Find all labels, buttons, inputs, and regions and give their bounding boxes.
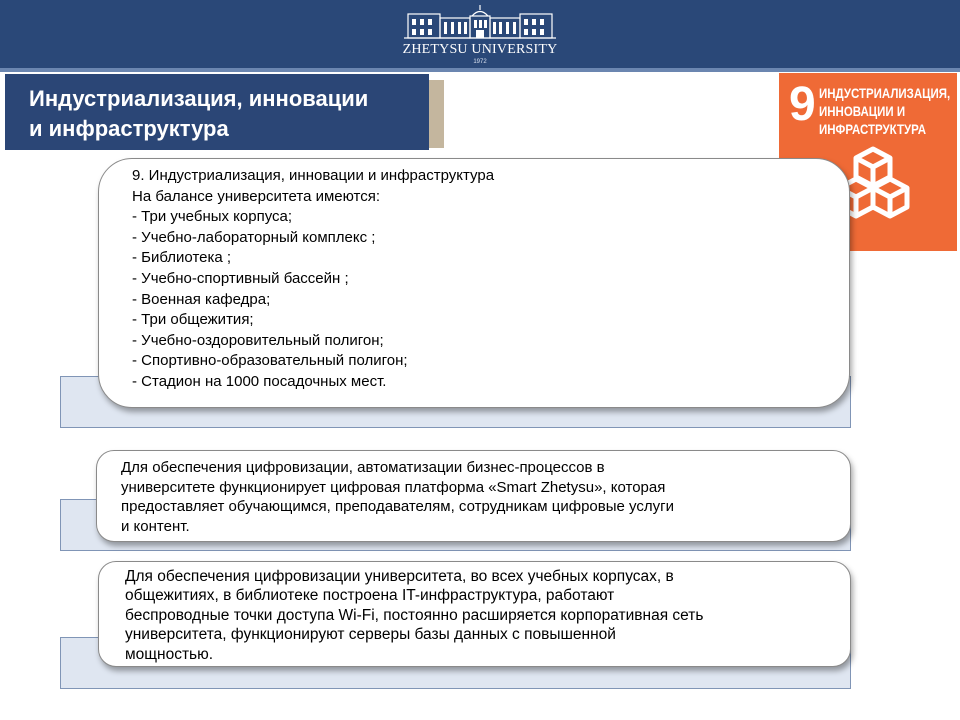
list-item: - Библиотека ;	[132, 249, 232, 267]
list-item: - Три учебных корпуса;	[132, 208, 293, 226]
slide-title-line-2: и инфраструктура	[29, 116, 229, 141]
paragraph-line: университете функционирует цифровая платформа «Smart Zhetysu», которая	[121, 478, 666, 496]
list-item: - Военная кафедра;	[132, 290, 271, 308]
paragraph-line: предоставляет обучающимся, преподавателям, сотрудникам цифровые услуги	[121, 498, 674, 515]
list-item: - Учебно-спортивный бассейн ;	[132, 269, 349, 287]
paragraph-line: Для обеспечения цифровизации университета, во всех учебных корпусах, в	[125, 568, 674, 585]
paragraph-line: мощностью.	[125, 645, 214, 663]
infrastructure-intro: На балансе университета имеются:	[132, 187, 381, 205]
header-bar	[0, 0, 960, 72]
list-item: - Учебно-оздоровительный полигон;	[132, 331, 384, 349]
paragraph-line: общежитиях, в библиотеке построена IT-инфраструктура, работают	[125, 587, 615, 605]
university-name: ZHETYSU UNIVERSITY	[402, 42, 558, 57]
slide-title-line-1: Индустриализация, инновации	[29, 86, 369, 111]
founded-year: 1972	[473, 59, 487, 65]
list-item: - Стадион на 1000 посадочных мест.	[132, 372, 387, 390]
paragraph-line: и контент.	[121, 517, 190, 535]
infrastructure-card	[98, 158, 850, 408]
digital-platform-card	[96, 450, 851, 542]
sdg-label-line-2: ИННОВАЦИИ И	[819, 103, 906, 119]
sdg-label	[819, 84, 951, 138]
sdg-label-line-3: ИНФРАСТРУКТУРА	[819, 121, 927, 137]
list-item: - Спортивно-образовательный полигон;	[132, 352, 408, 370]
infrastructure-heading: 9. Индустриализация, инновации и инфраструктура	[132, 167, 495, 184]
slide-title	[5, 74, 429, 150]
sdg-number: 9	[789, 78, 816, 131]
paragraph-line: беспроводные точки доступа Wi-Fi, постоянно расширяется корпоративная сеть	[125, 606, 704, 624]
university-logo	[398, 4, 562, 66]
university-building-icon	[398, 4, 562, 42]
list-item: - Три общежития;	[132, 311, 254, 329]
paragraph-line: университета, функционируют серверы базы данных с повышенной	[125, 626, 616, 644]
paragraph-line: Для обеспечения цифровизации, автоматизации бизнес-процессов в	[121, 459, 605, 476]
list-item: - Учебно-лабораторный комплекс ;	[132, 228, 376, 246]
sdg-label-line-1: ИНДУСТРИАЛИЗАЦИЯ,	[819, 85, 951, 101]
it-infrastructure-card	[98, 561, 851, 667]
